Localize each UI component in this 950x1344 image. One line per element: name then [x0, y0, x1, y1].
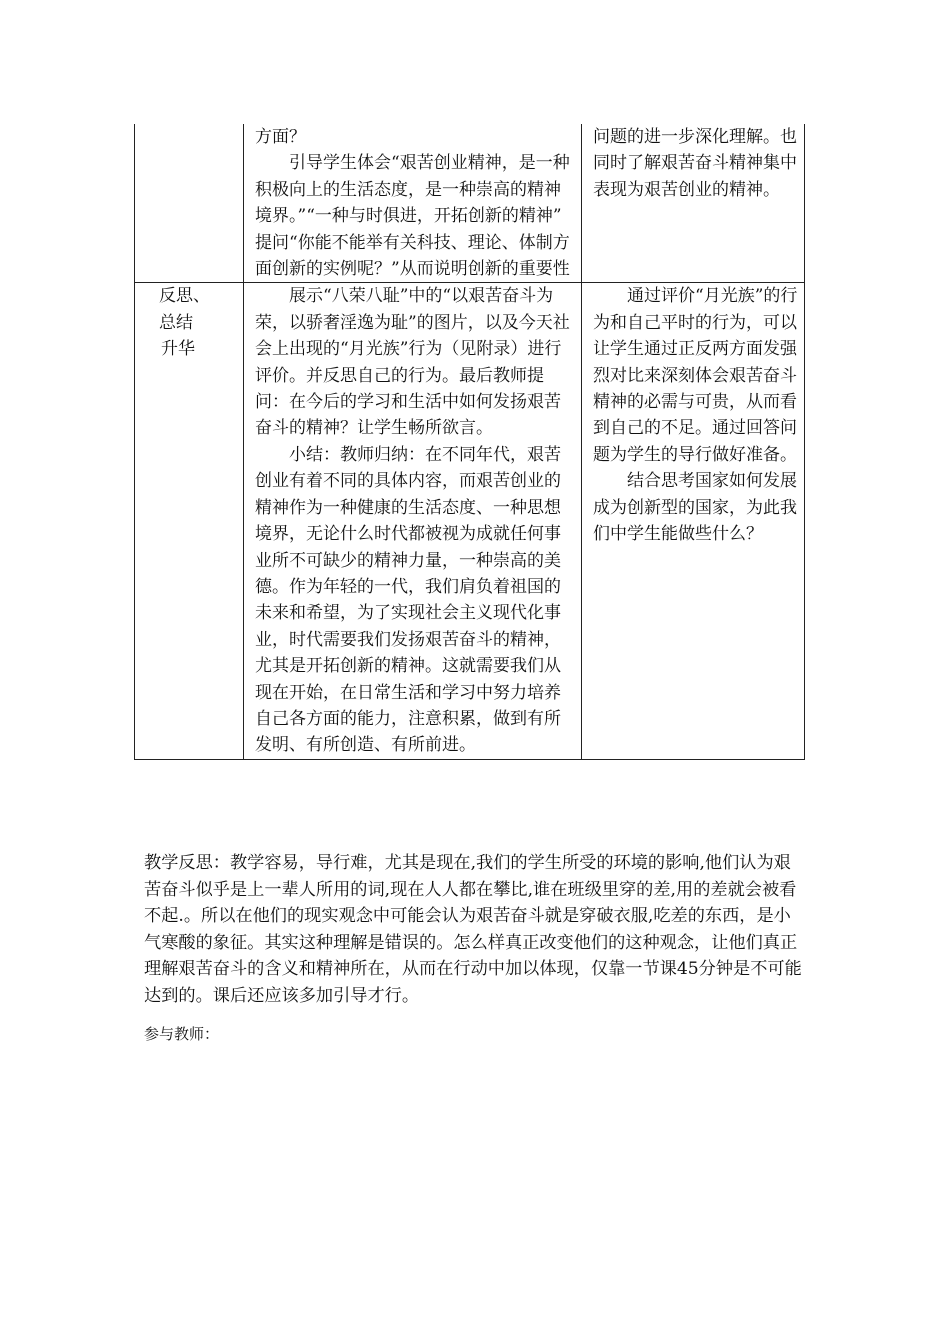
stage-label-line: 总结	[159, 312, 193, 333]
stage-cell-empty	[135, 124, 244, 283]
table-row-reflection-stage	[135, 283, 805, 759]
stage-label-line: 升华	[161, 339, 195, 360]
stage-label-line: 反思、	[159, 286, 210, 307]
teacher-paragraph: 引导学生体会“艰苦创业精神，是一种积极向上的生活态度，是一种崇高的精神境界。”“一种与时俱进，开拓创新的精神”	[255, 153, 570, 227]
teacher-paragraph: 方面？	[255, 127, 306, 147]
intent-paragraph: 通过评价“月光族”的行为和自己平时的行为，可以让学生通过正反两方面发强烈对比来深刻体会艰苦奋斗精神的必需与可贵，从而看到自己的不足。通过回答问题为学生的导行做好准备。	[593, 286, 798, 465]
teacher-paragraph: 小结：教师归纳：在不同年代，艰苦创业有着不同的具体内容，而艰苦创业的精神作为一种健康的生活态度、一种思想境界，无论什么时代都被视为成就任何事业所不可缺少的精神力量，一种崇高的美德。作为年轻的一代，我们肩负着祖国的未来和希望，为了实现社会主义现代化事业，时代需要我们发扬艰苦奋斗的精神，尤其是开拓创新的精神。这就需要我们从现在开始，在日常生活和学习中努力培养自己各方面的能力，注意积累，做到有所发明、有所创造、有所前进。	[255, 444, 561, 756]
lesson-plan-table	[134, 124, 805, 760]
teacher-paragraph: 展示“八荣八耻”中的“以艰苦奋斗为荣，以骄奢淫逸为耻”的图片，以及今天社会上出现的“月光族”行为（见附录）进行评价。并反思自己的行为。最后教师提问：在今后的学习和生活中如何发扬艰苦奋斗的精神？让学生畅所欲言。	[255, 286, 570, 439]
design-intent-cell	[582, 124, 805, 283]
teacher-paragraph: 提问“你能不能举有关科技、理论、体制方面创新的实例呢？”从而说明创新的重要性	[255, 232, 570, 280]
stage-cell	[135, 283, 244, 759]
design-intent-cell	[582, 283, 805, 759]
participating-teachers-label: 参与教师：	[144, 1025, 220, 1043]
intent-paragraph: 结合思考国家如何发展成为创新型的国家，为此我们中学生能做些什么？	[593, 471, 797, 545]
teacher-activity-cell	[244, 283, 582, 759]
teaching-reflection: 教学反思：教学容易，导行难，尤其是现在,我们的学生所受的环境的影响,他们认为艰苦奋斗似乎是上一辈人所用的词,现在人人都在攀比,谁在班级里穿的差,用的差就会被看不起.。所以在他们的现实观念中可能会认为艰苦奋斗就是穿破衣服,吃差的东西，是小气寒酸的象征。其实这种理解是错误的。怎么样真正改变他们的这种观念，让他们真正理解艰苦奋斗的含义和精神所在，从而在行动中加以体现，仅靠一节课45分钟是不可能达到的。课后还应该多加引导才行。	[144, 853, 802, 1006]
teacher-activity-cell	[244, 124, 582, 283]
intent-paragraph: 问题的进一步深化理解。也同时了解艰苦奋斗精神集中表现为艰苦创业的精神。	[593, 127, 797, 200]
table-row-continuation	[135, 124, 805, 283]
